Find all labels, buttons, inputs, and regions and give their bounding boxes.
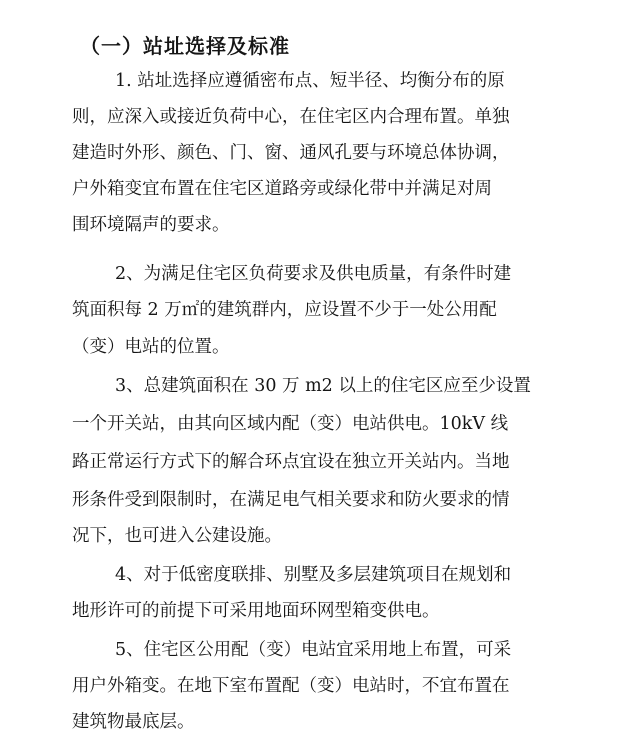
paragraph-1-line-4: 户外箱变宜布置在住宅区道路旁或绿化带中并满足对周: [72, 179, 492, 199]
paragraph-4-line-2: 地形许可的前提下可采用地面环网型箱变供电。: [72, 601, 440, 621]
paragraph-3-line-5: 况下，也可进入公建设施。: [72, 526, 282, 546]
paragraph-5-line-1: 5、住宅区公用配（变）电站宜采用地上布置，可采: [115, 640, 512, 660]
paragraph-2-line-3: （变）电站的位置。: [72, 337, 230, 357]
paragraph-3-line-3: 路正常运行方式下的解合环点宜设在独立开关站内。当地: [72, 452, 510, 472]
paragraph-5-line-2: 用户外箱变。在地下室布置配（变）电站时，不宜布置在: [72, 676, 510, 696]
paragraph-1-line-3: 建造时外形、颜色、门、窗、通风孔要与环境总体协调，: [72, 143, 510, 163]
paragraph-1-line-5: 围环境隔声的要求。: [72, 215, 230, 235]
paragraph-4-line-1: 4、对于低密度联排、别墅及多层建筑项目在规划和: [115, 565, 512, 585]
paragraph-3-line-4: 形条件受到限制时，在满足电气相关要求和防火要求的情: [72, 490, 510, 510]
paragraph-3-line-2: 一个开关站，由其向区域内配（变）电站供电。10kV 线: [72, 414, 509, 434]
section-heading: （一）站址选择及标准: [80, 34, 290, 58]
paragraph-1-line-1: 1. 站址选择应遵循密布点、短半径、均衡分布的原: [115, 71, 505, 91]
paragraph-5-line-3: 建筑物最底层。: [72, 712, 195, 732]
paragraph-2-line-1: 2、为满足住宅区负荷要求及供电质量，有条件时建: [115, 264, 512, 284]
paragraph-2-line-2: 筑面积每 2 万㎡的建筑群内，应设置不少于一处公用配: [72, 300, 497, 320]
paragraph-1-line-2: 则，应深入或接近负荷中心，在住宅区内合理布置。单独: [72, 107, 510, 127]
paragraph-3-line-1: 3、总建筑面积在 30 万 m2 以上的住宅区应至少设置: [115, 376, 531, 396]
